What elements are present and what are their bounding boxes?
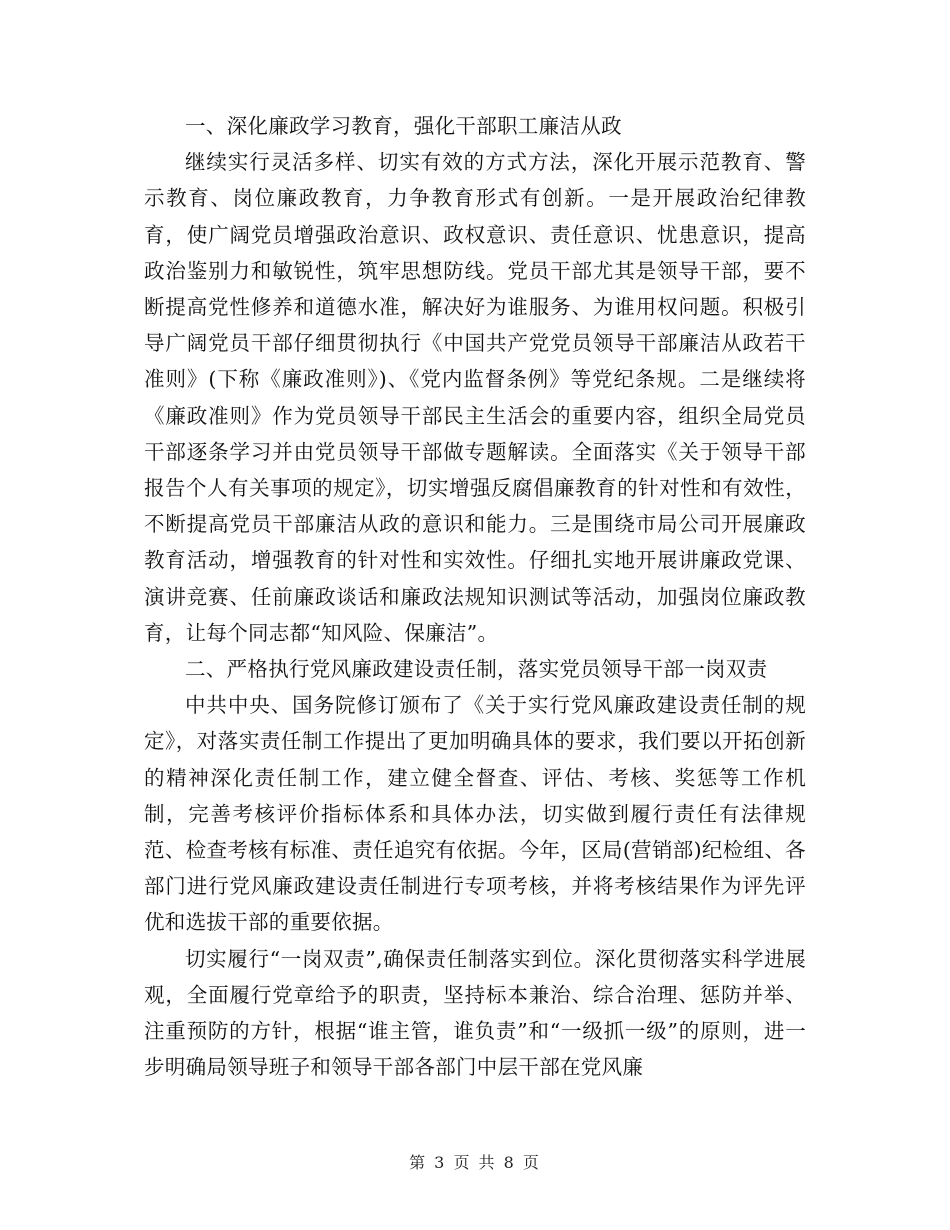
document-body	[144, 108, 806, 1085]
page-number-footer: 第 3 页 共 8 页	[409, 1153, 541, 1172]
section-heading-1: 一、深化廉政学习教育，强化干部职工廉洁从政	[185, 114, 622, 138]
paragraph-2: 中共中央、国务院修订颁布了《关于实行党风廉政建设责任制的规定》，对落实责任制工作提出了更加明确具体的要求，我们要以开拓创新的精神深化责任制工作，建立健全督查、评估、考核、奖惩等工作机制，完善考核评价指标体系和具体办法，切实做到履行责任有法律规范、检查考核有标准、责任追究有依据。今年，区局(营销部)纪检组、各部门进行党风廉政建设责任制进行专项考核，并将考核结果作为评先评优和选拔干部的重要依据。	[144, 693, 806, 935]
paragraph-1: 继续实行灵活多样、切实有效的方式方法，深化开展示范教育、警示教育、岗位廉政教育，力争教育形式有创新。一是开展政治纪律教育，使广阔党员增强政治意识、政权意识、责任意识、忧患意识，提高政治鉴别力和敏锐性，筑牢思想防线。党员干部尤其是领导干部，要不断提高党性修养和道德水准，解决好为谁服务、为谁用权问题。积极引导广阔党员干部仔细贯彻执行《中国共产党党员领导干部廉洁从政若干准则》(下称《廉政准则》)、《党内监督条例》等党纪条规。二是继续将《廉政准则》作为党员领导干部民主生活会的重要内容，组织全局党员干部逐条学习并由党员领导干部做专题解读。全面落实《关于领导干部报告个人有关事项的规定》，切实增强反腐倡廉教育的针对性和有效性，不断提高党员干部廉洁从政的意识和能力。三是围绕市局公司开展廉政教育活动，增强教育的针对性和实效性。仔细扎实地开展讲廉政党课、演讲竞赛、任前廉政谈话和廉政法规知识测试等活动，加强岗位廉政教育，让每个同志都“知风险、保廉洁”。	[144, 150, 806, 645]
paragraph-3: 切实履行“一岗双责”,确保责任制落实到位。深化贯彻落实科学进展观，全面履行党章给予的职责，坚持标本兼治、综合治理、惩防并举、注重预防的方针，根据“谁主管，谁负责”和“一级抓一级”的原则，进一步明确局领导班子和领导干部各部门中层干部在党风廉	[144, 946, 806, 1080]
section-heading-2: 二、严格执行党风廉政建设责任制，落实党员领导干部一岗双责	[185, 657, 768, 682]
